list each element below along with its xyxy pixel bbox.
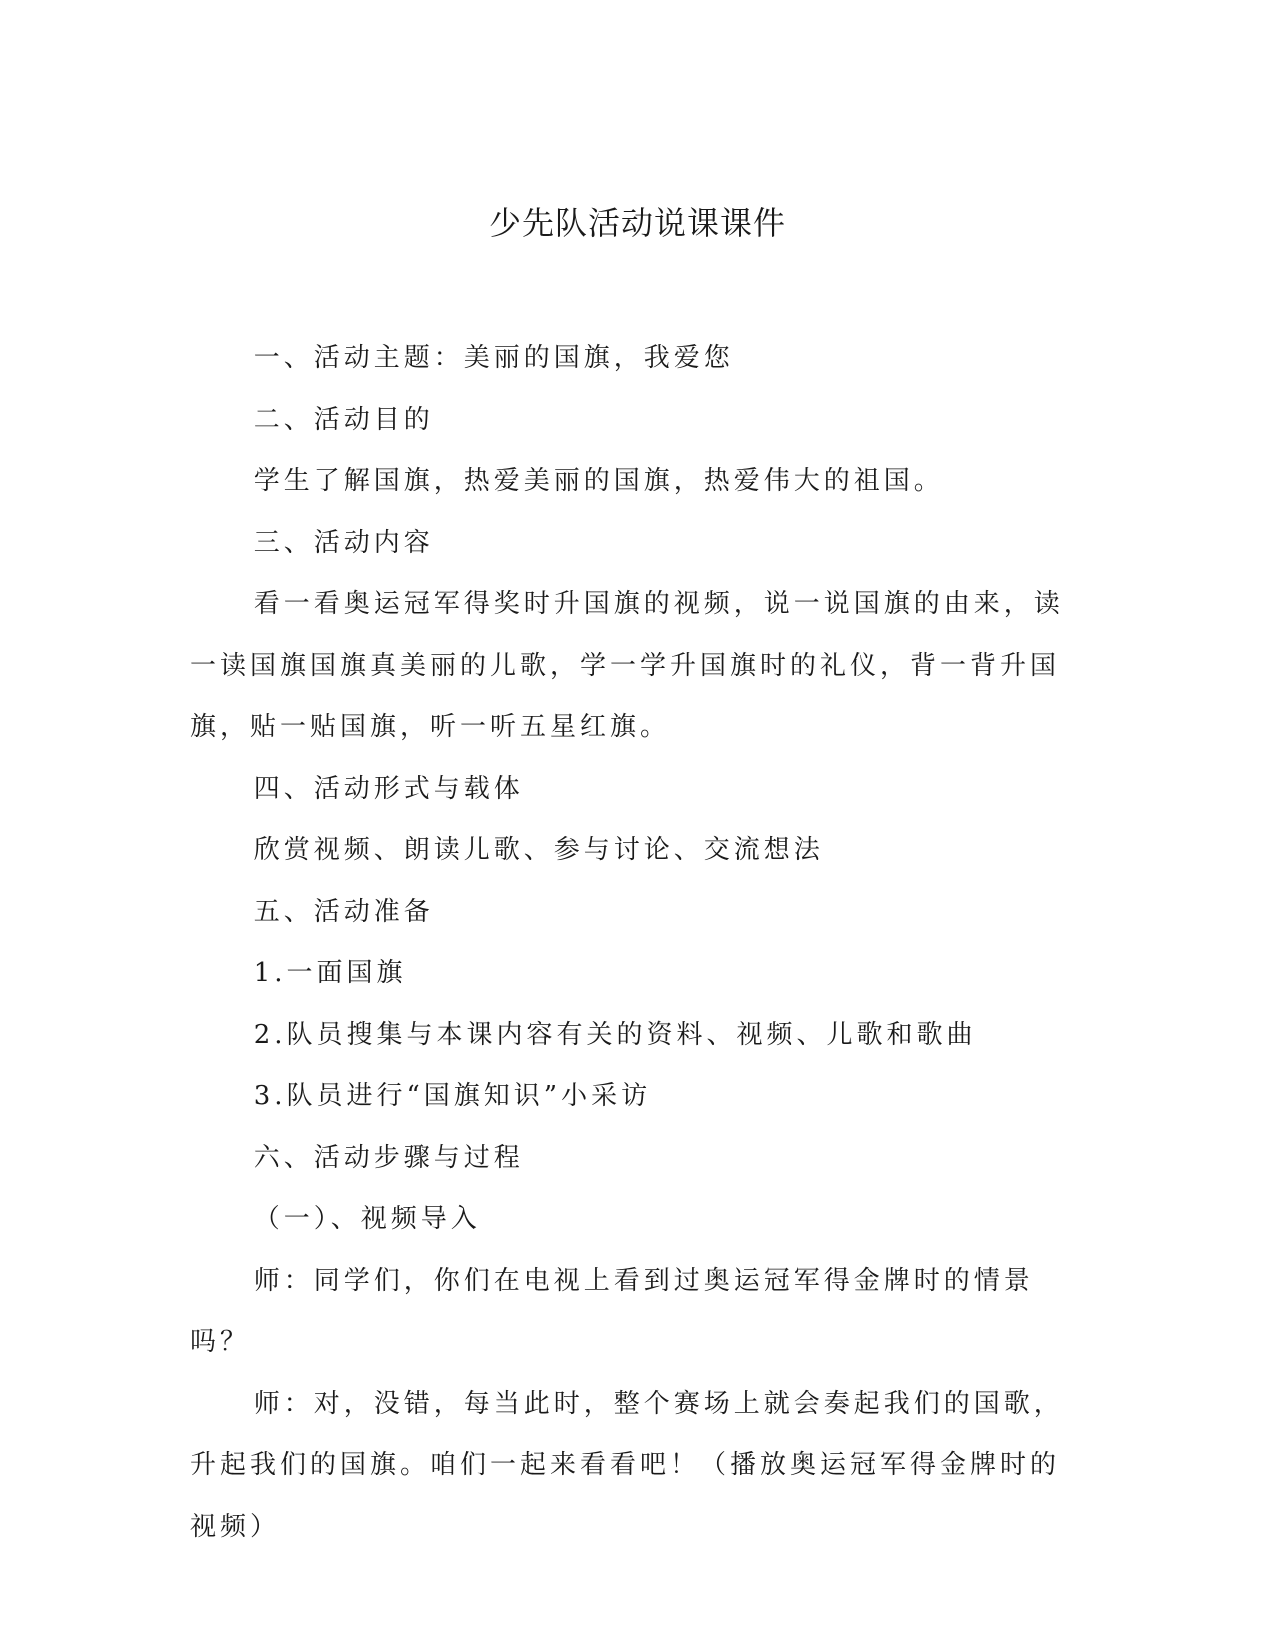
list-item-prep-1: 1.一面国旗	[253, 958, 407, 988]
subsection-heading-video-intro: （一）、视频导入	[253, 1204, 481, 1234]
section-heading-theme: 一、活动主题：美丽的国旗，我爱您	[253, 343, 734, 373]
paragraph-teacher-answer: 师：对，没错，每当此时，整个赛场上就会奏起我们的国歌，升起我们的国旗。咱们一起来看看吧！（播放奥运冠军得金牌时的视频）	[190, 1388, 1064, 1542]
list-item-prep-2: 2.队员搜集与本课内容有关的资料、视频、儿歌和歌曲	[253, 1019, 977, 1050]
section-heading-preparation: 五、活动准备	[253, 896, 434, 927]
paragraph-teacher-question: 师：同学们，你们在电视上看到过奥运冠军得金牌时的情景吗？	[190, 1265, 1034, 1357]
list-item-prep-3: 3.队员进行“国旗知识”小采访	[253, 1081, 652, 1111]
section-heading-content: 三、活动内容	[253, 527, 434, 558]
section-heading-form: 四、活动形式与载体	[253, 773, 524, 804]
section-heading-purpose: 二、活动目的	[253, 404, 434, 435]
document-body	[190, 328, 1080, 1558]
section-heading-steps: 六、活动步骤与过程	[253, 1142, 524, 1173]
document-title: 少先队活动说课课件	[488, 204, 786, 242]
paragraph-content: 看一看奥运冠军得奖时升国旗的视频，说一说国旗的由来，读一读国旗国旗真美丽的儿歌，学一学升国旗时的礼仪，背一背升国旗，贴一贴国旗，听一听五星红旗。	[190, 589, 1064, 742]
paragraph-purpose: 学生了解国旗，热爱美丽的国旗，热爱伟大的祖国。	[253, 466, 944, 496]
paragraph-form: 欣赏视频、朗读儿歌、参与讨论、交流想法	[253, 835, 824, 865]
